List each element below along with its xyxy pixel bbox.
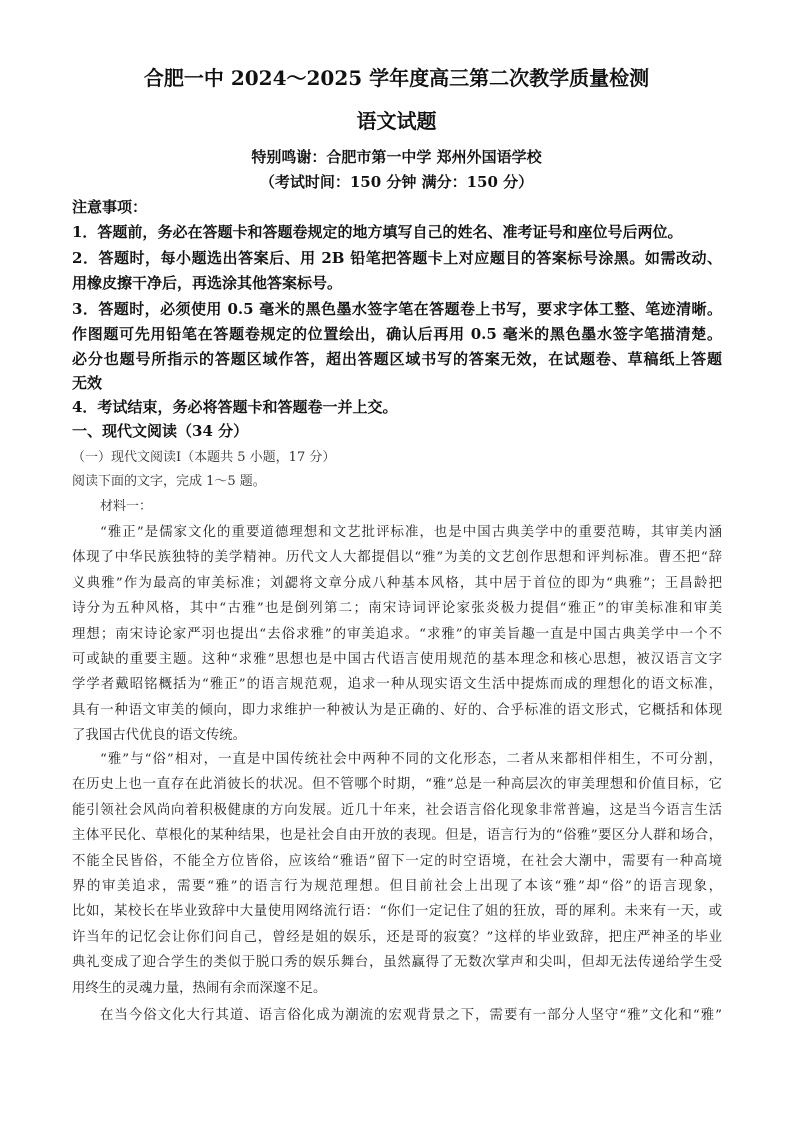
passage-line: 义典雅”作为最高的审美标准；刘勰将文章分成八种基本风格，其中居于首位的即为“典雅”；王昌龄把 <box>72 575 722 591</box>
passage-line: 典礼变成了迎合学生的类似于脱口秀的娱乐舞台，虽然赢得了无数次掌声和尖叫，但却无法传递给学生受 <box>72 955 722 971</box>
passage-line: 不能全民皆俗，不能全方位皆俗，应该给“雅语”留下一定的时空语境，在社会大潮中，需要有一种高境 <box>72 853 722 869</box>
note-line: 作图题可先用铅笔在答题卷规定的位置绘出，确认后再用 0.5 毫米的黑色墨水签字笔描清楚。 <box>72 325 722 343</box>
passage-line: 许当年的记忆会让你们问自己，曾经是姐的娱乐，还是哥的寂寞？”这样的毕业致辞，把庄严神圣的毕业 <box>72 929 722 945</box>
passage-line: 具有一种语文审美的倾向，即力求维护一种被认为是正确的、好的、合乎标准的语文形式，它概括和体现 <box>72 702 722 718</box>
acknowledgement: 特别鸣谢：合肥市第一中学 郑州外国语学校 <box>251 148 542 166</box>
note-line: 1．答题前，务必在答题卡和答题卷规定的地方填写自己的姓名、准考证号和座位号后两位。 <box>72 223 683 241</box>
passage-line: “雅正”是儒家文化的重要道德理想和文艺批评标准，也是中国古典美学中的重要范畴，其审美内涵 <box>100 525 722 540</box>
passage-line: 了我国古代优良的语文传统。 <box>72 728 247 744</box>
passage-line: 用终生的灵魂力量，热闹有余而深邃不足。 <box>72 980 327 996</box>
note-line: 必分也题号所指示的答题区域作答，超出答题区域书写的答案无效，在试题卷、草稿纸上答题 <box>72 350 722 368</box>
passage-line: 在当今俗文化大行其道、语言俗化成为潮流的宏观背景之下，需要有一部分人坚守“雅”文化和“雅” <box>100 1008 722 1023</box>
passage-line: 比如，某校长在毕业致辞中大量使用网络流行语：“你们一定记住了姐的狂放，哥的犀利。未来有一天，或 <box>72 904 722 920</box>
note-line: 3．答题时，必须使用 0.5 毫米的黑色墨水签字笔在答题卷上书写，要求字体工整、笔迹清晰。 <box>72 300 722 318</box>
passage-line: 体现了中华民族独特的美学精神。历代文人大都提倡以“雅”为美的文艺创作思想和评判标准。曹丕把“辞 <box>72 550 722 566</box>
passage-line: 理想；南宋诗论家严羽也提出“去俗求雅”的审美追求。“求雅”的审美旨趣一直是中国古典美学中一个不 <box>72 626 722 642</box>
section-heading: 一、现代文阅读（34 分） <box>72 422 249 440</box>
note-line: 无效 <box>72 374 103 392</box>
sub-section-heading: （一）现代文阅读Ⅰ（本题共 5 小题，17 分） <box>72 450 336 465</box>
passage-line: 诗分为五种风格，其中“古雅”也是倒列第二；南宋诗词评论家张炎极力提倡“雅正”的审美标准和审美 <box>72 601 722 617</box>
exam-title: 合肥一中 2024～2025 学年度高三第二次教学质量检测 <box>143 66 650 90</box>
passage-line: 能引领社会风尚向着积极健康的方向发展。近几十年来，社会语言俗化现象非常普遍，这是当今语言生活 <box>72 802 722 818</box>
passage-line: 在历史上也一直存在此消彼长的状况。但不管哪个时期，“雅”总是一种高层次的审美理想和价值目标，它 <box>72 777 722 793</box>
passage-line: 界的审美追求，需要“雅”的语言行为规范理想。但目前社会上出现了本该“雅”却“俗”的语言现象， <box>72 879 722 894</box>
passage-line: “雅”与“俗”相对，一直是中国传统社会中两种不同的文化形态，二者从来都相伴相生，不可分割， <box>100 752 722 767</box>
note-line: 4．考试结束，务必将答题卡和答题卷一并上交。 <box>72 398 398 416</box>
passage-line: 学学者戴昭铭概括为“雅正”的语言规范观，追求一种从现实语文生活中提炼而成的理想化的语文标准， <box>72 677 722 693</box>
passage-line: 可或缺的重要主题。这种“求雅”思想也是中国古代语言使用规范的基本理念和核心思想，被汉语言文字 <box>72 652 722 667</box>
note-line: 用橡皮擦干净后，再选涂其他答案标号。 <box>72 274 343 292</box>
material-label: 材料一： <box>100 499 153 514</box>
reading-instruction: 阅读下面的文字，完成 1～5 题。 <box>72 474 266 489</box>
exam-time: （考试时间：150 分钟 满分：150 分） <box>259 173 534 191</box>
note-line: 2．答题时，每小题选出答案后、用 2B 铅笔把答题卡上对应题目的答案标号涂黑。如需改动、 <box>72 249 722 267</box>
subject-title: 语文试题 <box>356 109 437 133</box>
passage-line: 主体平民化、草根化的某种结果，也是社会自由开放的表现。但是，语言行为的“俗雅”要区分人群和场合， <box>72 828 722 844</box>
notes-heading: 注意事项： <box>72 198 148 216</box>
